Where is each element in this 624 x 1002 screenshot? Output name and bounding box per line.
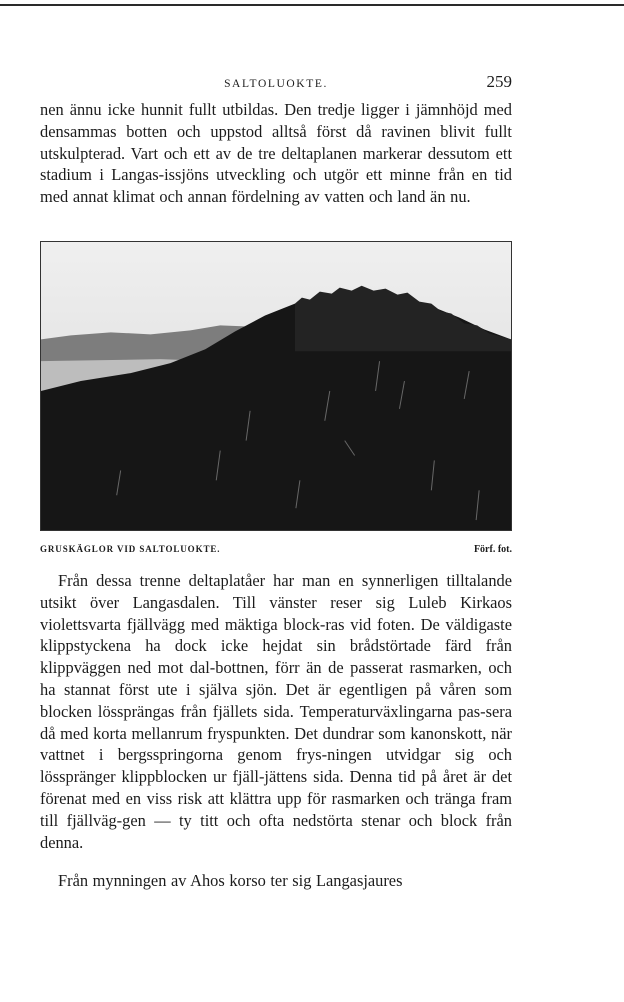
paragraph-1: nen ännu icke hunnit fullt utbildas. Den tredje ligger i jämnhöjd med densammas botten och uppstod alltså först då ravinen blivit fullt utskulpterad. Vart och ett av de tre deltaplanen markerar dessutom ett stadium i Langas-issjöns utveckling och utgör ett minne från en tid med annat klimat och annan fördelning av vatten och land än nu. [40, 100, 512, 207]
photograph-illustration [41, 242, 511, 530]
caption-title: GRUSKÄGLOR VID SALTOLUOKTE. [40, 544, 221, 554]
figure-caption [40, 544, 512, 560]
photo-credit: Förf. fot. [473, 544, 512, 555]
top-rule [0, 4, 624, 6]
page-number: 259 [486, 72, 512, 91]
paragraph-3: Från mynningen av Ahos korso ter sig Langasjaures [58, 871, 403, 890]
paragraph-2: Från dessa trenne deltaplatåer har man en synnerligen tilltalande utsikt över Langasdalen. Till vänster reser sig Luleb Kirkaos violettsvarta fjällvägg med mäktiga block-ras vid foten. De väldigaste klippstyckena ha dock icke hejdat sin brådstörtade färd från klippväggen ned mot dal-bottnen, förr än de passerat rasmarken, och ha stannat först ute i själva sjön. Det är egentligen på våren som blocken lössprängas från fjällets sida. Temperaturväxlingarna pas-sera då med korta mellanrum fryspunkten. Det dundrar som kanonskott, när vattnet i bergsspringorna genom frys-ningen utvidgar sig och lösspränger klippblocken ur fjäll-jättens sida. Denna tid på året är det förenat med en viss risk att klättra upp för rasmarken och tränga fram till fjällväg-gen — ty titt och ofta nedstörta stenar och block från denna. [40, 571, 512, 852]
running-head [40, 72, 512, 94]
running-title: SALTOLUOKTE. [224, 78, 328, 90]
photograph [40, 241, 512, 531]
